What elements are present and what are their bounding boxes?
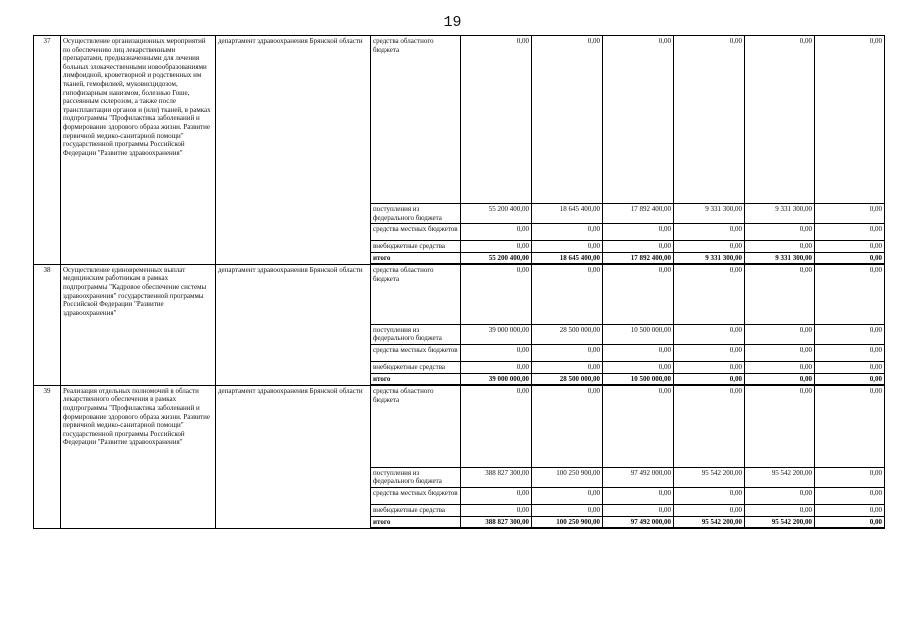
amount-cell: 100 250 900,00: [532, 467, 603, 487]
amount-cell: 0,00: [745, 345, 815, 362]
responsible-department: департамент здравоохранения Брянской области: [216, 264, 371, 385]
amount-cell: 0,00: [815, 467, 885, 487]
funding-source: внебюджетные средства: [371, 504, 461, 516]
budget-table: [33, 35, 885, 529]
amount-cell: 17 892 400,00: [603, 252, 674, 264]
table-row: [34, 385, 885, 467]
amount-cell: 0,00: [603, 345, 674, 362]
activity-name: Осуществление организационных мероприятий по обеспечению лиц лекарственными препаратами, предназначенными для лечения больных злокачественными новообразованиями лимфоидной, кроветворной и родственных им тканей, гемофилией, муковисцидозом, гипофизарным нанизмом, болезнью Гоше, рассеянным склерозом, а также после трансплантации органов и (или) тканей, в рамках подпрограммы "Профилактика заболеваний и формирование здорового образа жизни. Развитие первичной медико-санитарной помощи" государственной программы Российской Федерации "Развитие здравоохранения": [61, 36, 216, 265]
amount-cell: 97 492 000,00: [603, 467, 674, 487]
page-number: 19: [443, 14, 462, 31]
amount-cell: 0,00: [532, 345, 603, 362]
amount-cell: 0,00: [674, 385, 745, 467]
amount-cell: 18 645 400,00: [532, 204, 603, 224]
activity-name: Осуществление единовременных выплат медицинским работникам в рамках подпрограммы "Кадровое обеспечение системы здравоохранения" государственной программы Российской Федерации "Развитие здравоохранения": [61, 264, 216, 385]
amount-cell: 0,00: [674, 487, 745, 504]
funding-source: итого: [371, 252, 461, 264]
funding-source: средства местных бюджетов: [371, 345, 461, 362]
amount-cell: 39 000 000,00: [461, 324, 532, 344]
amount-cell: 0,00: [815, 324, 885, 344]
amount-cell: 0,00: [532, 241, 603, 253]
amount-cell: 0,00: [532, 224, 603, 241]
amount-cell: 0,00: [461, 504, 532, 516]
amount-cell: 18 645 400,00: [532, 252, 603, 264]
amount-cell: 95 542 200,00: [745, 467, 815, 487]
amount-cell: 0,00: [815, 487, 885, 504]
amount-cell: 0,00: [745, 264, 815, 324]
funding-source: поступления из федерального бюджета: [371, 467, 461, 487]
amount-cell: 0,00: [603, 224, 674, 241]
budget-table-body: [34, 36, 885, 529]
funding-source: поступления из федерального бюджета: [371, 324, 461, 344]
amount-cell: 0,00: [532, 362, 603, 374]
amount-cell: 0,00: [745, 504, 815, 516]
amount-cell: 0,00: [674, 36, 745, 204]
amount-cell: 0,00: [745, 362, 815, 374]
amount-cell: 100 250 900,00: [532, 516, 603, 528]
funding-source: средства областного бюджета: [371, 264, 461, 324]
funding-source: внебюджетные средства: [371, 362, 461, 374]
amount-cell: 0,00: [461, 224, 532, 241]
amount-cell: 0,00: [815, 252, 885, 264]
amount-cell: 9 331 300,00: [745, 204, 815, 224]
amount-cell: 0,00: [745, 385, 815, 467]
funding-source: средства местных бюджетов: [371, 487, 461, 504]
amount-cell: 0,00: [815, 504, 885, 516]
amount-cell: 0,00: [745, 487, 815, 504]
amount-cell: 28 500 000,00: [532, 324, 603, 344]
amount-cell: 388 827 300,00: [461, 467, 532, 487]
table-row: [34, 36, 885, 204]
amount-cell: 388 827 300,00: [461, 516, 532, 528]
amount-cell: 0,00: [815, 385, 885, 467]
amount-cell: 0,00: [461, 385, 532, 467]
responsible-department: департамент здравоохранения Брянской области: [216, 36, 371, 265]
funding-source: средства местных бюджетов: [371, 224, 461, 241]
amount-cell: 0,00: [815, 224, 885, 241]
amount-cell: 0,00: [745, 324, 815, 344]
amount-cell: 0,00: [674, 345, 745, 362]
funding-source: итого: [371, 516, 461, 528]
amount-cell: 0,00: [603, 504, 674, 516]
table-row: [34, 264, 885, 324]
amount-cell: 0,00: [532, 487, 603, 504]
amount-cell: 0,00: [815, 264, 885, 324]
amount-cell: 95 542 200,00: [674, 467, 745, 487]
amount-cell: 0,00: [815, 36, 885, 204]
amount-cell: 0,00: [603, 385, 674, 467]
funding-source: средства областного бюджета: [371, 36, 461, 204]
amount-cell: 17 892 400,00: [603, 204, 674, 224]
amount-cell: 10 500 000,00: [603, 324, 674, 344]
amount-cell: 0,00: [461, 36, 532, 204]
row-number: 38: [34, 264, 61, 385]
amount-cell: 0,00: [674, 362, 745, 374]
amount-cell: 0,00: [745, 373, 815, 385]
amount-cell: 0,00: [532, 385, 603, 467]
amount-cell: 0,00: [461, 241, 532, 253]
amount-cell: 0,00: [603, 362, 674, 374]
amount-cell: 0,00: [674, 504, 745, 516]
amount-cell: 0,00: [674, 224, 745, 241]
amount-cell: 0,00: [603, 241, 674, 253]
amount-cell: 0,00: [745, 241, 815, 253]
amount-cell: 0,00: [532, 504, 603, 516]
funding-source: средства областного бюджета: [371, 385, 461, 467]
amount-cell: 0,00: [815, 204, 885, 224]
amount-cell: 0,00: [745, 36, 815, 204]
amount-cell: 9 331 300,00: [674, 204, 745, 224]
amount-cell: 0,00: [461, 487, 532, 504]
amount-cell: 28 500 000,00: [532, 373, 603, 385]
row-number: 37: [34, 36, 61, 265]
amount-cell: 0,00: [603, 487, 674, 504]
funding-source: поступления из федерального бюджета: [371, 204, 461, 224]
amount-cell: 9 331 300,00: [674, 252, 745, 264]
amount-cell: 0,00: [532, 264, 603, 324]
amount-cell: 55 200 400,00: [461, 252, 532, 264]
amount-cell: 0,00: [745, 224, 815, 241]
amount-cell: 0,00: [674, 324, 745, 344]
amount-cell: 0,00: [815, 241, 885, 253]
row-number: 39: [34, 385, 61, 528]
amount-cell: 0,00: [674, 241, 745, 253]
amount-cell: 0,00: [603, 36, 674, 204]
amount-cell: 9 331 300,00: [745, 252, 815, 264]
amount-cell: 0,00: [815, 362, 885, 374]
amount-cell: 0,00: [461, 264, 532, 324]
amount-cell: 97 492 000,00: [603, 516, 674, 528]
activity-name: Реализация отдельных полномочий в области лекарственного обеспечения в рамках подпрограммы "Профилактика заболеваний и формирование здорового образа жизни. Развитие первичной медико-санитарной помощи" государственной программы Российской Федерации "Развитие здравоохранения": [61, 385, 216, 528]
amount-cell: 0,00: [674, 264, 745, 324]
amount-cell: 0,00: [461, 362, 532, 374]
responsible-department: департамент здравоохранения Брянской области: [216, 385, 371, 528]
funding-source: итого: [371, 373, 461, 385]
amount-cell: 0,00: [815, 345, 885, 362]
amount-cell: 0,00: [815, 516, 885, 528]
amount-cell: 0,00: [674, 373, 745, 385]
amount-cell: 10 500 000,00: [603, 373, 674, 385]
amount-cell: 0,00: [461, 345, 532, 362]
amount-cell: 0,00: [603, 264, 674, 324]
amount-cell: 55 200 400,00: [461, 204, 532, 224]
amount-cell: 95 542 200,00: [674, 516, 745, 528]
funding-source: внебюджетные средства: [371, 241, 461, 253]
amount-cell: 95 542 200,00: [745, 516, 815, 528]
amount-cell: 0,00: [532, 36, 603, 204]
amount-cell: 39 000 000,00: [461, 373, 532, 385]
amount-cell: 0,00: [815, 373, 885, 385]
